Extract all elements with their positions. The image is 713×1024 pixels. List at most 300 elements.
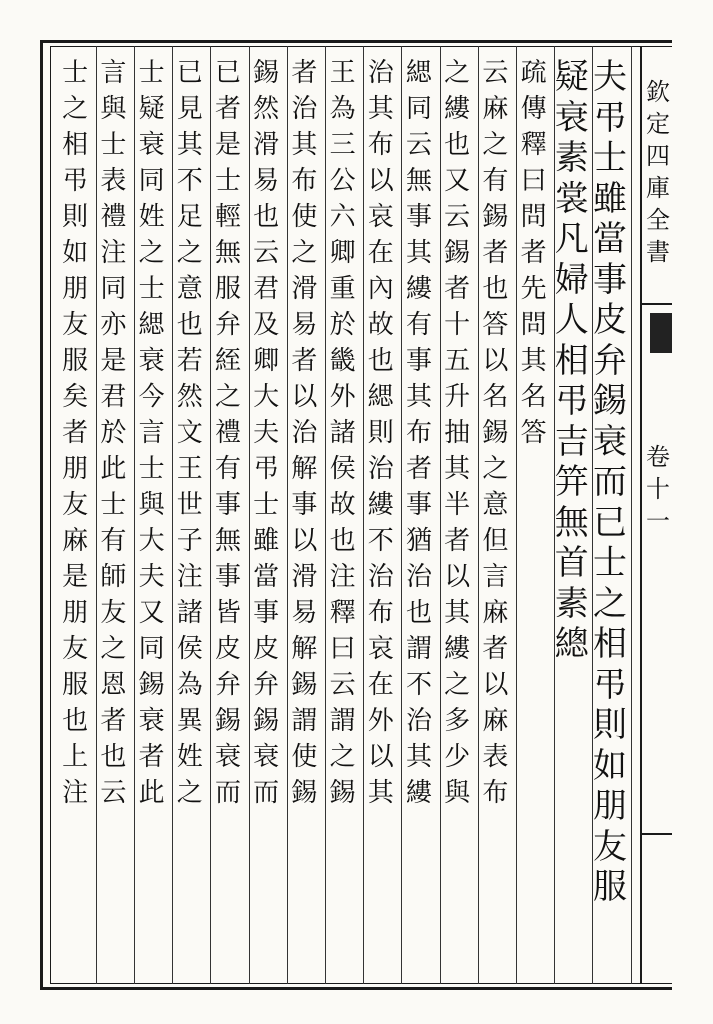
glyph: 意 [176, 274, 203, 304]
margin-glyph: 四 [646, 142, 670, 170]
glyph: 此 [138, 778, 165, 808]
glyph: 十 [444, 310, 471, 340]
glyph: 錫 [138, 670, 165, 700]
glyph: 諸 [176, 598, 203, 628]
glyph: 以 [367, 166, 394, 196]
glyph: 云 [253, 238, 280, 268]
glyph: 是 [62, 562, 89, 592]
column-rule [287, 46, 288, 984]
glyph: 之 [482, 130, 509, 160]
glyph: 大 [253, 382, 280, 412]
glyph: 夫 [593, 57, 627, 97]
glyph: 如 [62, 238, 89, 268]
glyph: 已 [593, 502, 627, 543]
glyph: 之 [329, 742, 356, 772]
glyph: 其 [405, 382, 432, 412]
glyph: 者 [62, 418, 89, 448]
glyph: 也 [482, 274, 509, 304]
glyph: 王 [176, 454, 203, 484]
glyph: 緦 [138, 310, 165, 340]
glyph: 哀 [367, 202, 394, 232]
glyph: 使 [291, 742, 318, 772]
margin-rule [640, 46, 642, 984]
glyph: 士 [214, 166, 241, 196]
glyph: 輕 [214, 202, 241, 232]
glyph: 同 [138, 634, 165, 664]
glyph: 滑 [291, 274, 318, 304]
glyph: 則 [593, 705, 627, 745]
glyph: 又 [138, 598, 165, 628]
glyph: 其 [444, 598, 471, 628]
glyph: 此 [100, 454, 127, 484]
glyph: 治 [291, 418, 318, 448]
glyph: 衰 [138, 706, 165, 736]
glyph: 士 [253, 490, 280, 520]
glyph: 無 [405, 166, 432, 196]
glyph: 於 [100, 418, 127, 448]
glyph: 卿 [329, 238, 356, 268]
glyph: 其 [367, 778, 394, 808]
glyph: 六 [329, 202, 356, 232]
glyph: 其 [405, 238, 432, 268]
glyph: 麻 [482, 94, 509, 124]
glyph: 相 [593, 624, 627, 664]
glyph: 注 [62, 778, 89, 808]
glyph: 禮 [100, 202, 127, 232]
glyph: 者 [214, 94, 241, 124]
glyph: 事 [405, 346, 432, 376]
glyph: 士 [593, 138, 627, 178]
glyph: 相 [554, 340, 589, 381]
glyph: 錫 [214, 706, 241, 736]
glyph: 而 [214, 778, 241, 808]
glyph: 曰 [329, 634, 356, 664]
glyph: 是 [100, 346, 127, 376]
glyph: 弔 [593, 97, 627, 138]
glyph: 麻 [482, 706, 509, 736]
margin-glyph: 庫 [646, 174, 670, 202]
glyph: 不 [176, 166, 203, 196]
glyph: 姓 [176, 742, 203, 772]
glyph: 友 [593, 826, 627, 867]
glyph: 見 [176, 94, 203, 124]
glyph: 錫 [253, 58, 280, 88]
glyph: 然 [176, 382, 203, 412]
glyph: 注 [176, 562, 203, 592]
glyph: 也 [62, 706, 89, 736]
glyph: 於 [329, 310, 356, 340]
glyph: 麻 [482, 598, 509, 628]
glyph: 之 [482, 454, 509, 484]
glyph: 者 [291, 58, 318, 88]
glyph: 云 [405, 130, 432, 160]
glyph: 夫 [253, 418, 280, 448]
glyph: 吉 [554, 421, 589, 462]
glyph: 之 [176, 778, 203, 808]
glyph: 弔 [554, 381, 589, 421]
glyph: 之 [593, 583, 627, 624]
glyph: 以 [291, 526, 318, 556]
glyph: 也 [176, 310, 203, 340]
glyph: 事 [405, 490, 432, 520]
glyph: 疑 [138, 94, 165, 124]
glyph: 之 [62, 94, 89, 124]
glyph: 士 [138, 454, 165, 484]
glyph: 世 [176, 490, 203, 520]
glyph: 有 [405, 310, 432, 340]
glyph: 縷 [444, 94, 471, 124]
glyph: 今 [138, 382, 165, 412]
glyph: 縷 [444, 634, 471, 664]
glyph: 也 [405, 598, 432, 628]
glyph: 注 [329, 562, 356, 592]
glyph: 衰 [138, 130, 165, 160]
glyph: 雖 [253, 526, 280, 556]
text-column-15 [55, 60, 95, 816]
glyph: 弁 [593, 340, 627, 381]
glyph: 其 [367, 94, 394, 124]
glyph: 無 [214, 526, 241, 556]
glyph: 侯 [329, 454, 356, 484]
text-column-10 [246, 60, 286, 816]
glyph: 事 [291, 490, 318, 520]
glyph: 衰 [214, 742, 241, 772]
glyph: 無 [214, 238, 241, 268]
glyph: 足 [176, 202, 203, 232]
glyph: 與 [100, 94, 127, 124]
glyph: 其 [405, 742, 432, 772]
glyph: 友 [62, 310, 89, 340]
glyph: 也 [100, 742, 127, 772]
margin-glyph: 定 [646, 110, 670, 138]
glyph: 師 [100, 562, 127, 592]
glyph: 半 [444, 490, 471, 520]
glyph: 不 [367, 526, 394, 556]
glyph: 又 [444, 166, 471, 196]
margin-glyph: 全 [646, 206, 670, 234]
text-column-3 [514, 60, 554, 456]
glyph: 易 [253, 166, 280, 196]
text-column-7 [361, 60, 401, 816]
glyph: 者 [482, 238, 509, 268]
glyph: 重 [329, 274, 356, 304]
glyph: 不 [405, 670, 432, 700]
glyph: 朋 [593, 786, 627, 826]
glyph: 麻 [62, 526, 89, 556]
glyph: 錫 [482, 202, 509, 232]
glyph: 謂 [329, 706, 356, 736]
glyph: 疑 [554, 57, 589, 97]
glyph: 治 [367, 562, 394, 592]
glyph: 弔 [593, 664, 627, 705]
glyph: 是 [214, 130, 241, 160]
glyph: 君 [100, 382, 127, 412]
glyph: 錫 [444, 238, 471, 268]
glyph: 其 [444, 454, 471, 484]
glyph: 注 [100, 238, 127, 268]
glyph: 其 [291, 130, 318, 160]
glyph: 名 [520, 382, 547, 412]
column-rule [325, 46, 326, 984]
glyph: 皮 [593, 300, 627, 340]
glyph: 也 [367, 346, 394, 376]
margin-separator [640, 833, 672, 835]
glyph: 答 [520, 418, 547, 448]
text-column-1 [590, 57, 630, 911]
glyph: 笄 [554, 462, 589, 502]
margin-book-title [643, 80, 673, 272]
glyph: 言 [138, 418, 165, 448]
glyph: 故 [367, 310, 394, 340]
text-column-9 [284, 60, 324, 816]
glyph: 其 [520, 346, 547, 376]
glyph: 無 [554, 502, 589, 543]
glyph: 布 [482, 778, 509, 808]
glyph: 已 [176, 58, 203, 88]
margin-juan-number [643, 445, 673, 541]
glyph: 士 [100, 130, 127, 160]
glyph: 布 [367, 130, 394, 160]
glyph: 也 [444, 130, 471, 160]
glyph: 同 [138, 166, 165, 196]
glyph: 外 [367, 706, 394, 736]
glyph: 然 [253, 94, 280, 124]
glyph: 諸 [329, 418, 356, 448]
glyph: 以 [482, 346, 509, 376]
glyph: 猶 [405, 526, 432, 556]
glyph: 絰 [214, 346, 241, 376]
glyph: 滑 [253, 130, 280, 160]
glyph: 禮 [214, 418, 241, 448]
glyph: 曰 [520, 166, 547, 196]
glyph: 有 [100, 526, 127, 556]
fishtail-mark [650, 313, 672, 353]
glyph: 故 [329, 490, 356, 520]
glyph: 也 [329, 526, 356, 556]
glyph: 云 [482, 58, 509, 88]
glyph: 言 [482, 562, 509, 592]
glyph: 使 [291, 202, 318, 232]
glyph: 服 [62, 346, 89, 376]
glyph: 內 [367, 274, 394, 304]
glyph: 問 [520, 310, 547, 340]
column-rule [172, 46, 173, 984]
glyph: 侯 [176, 634, 203, 664]
glyph: 錫 [593, 381, 627, 421]
glyph: 弁 [214, 310, 241, 340]
glyph: 事 [214, 490, 241, 520]
glyph: 疏 [520, 58, 547, 88]
glyph: 素 [554, 583, 589, 624]
glyph: 有 [214, 454, 241, 484]
glyph: 朋 [62, 274, 89, 304]
glyph: 錫 [482, 418, 509, 448]
glyph: 為 [329, 94, 356, 124]
column-rule [363, 46, 364, 984]
column-rule [210, 46, 211, 984]
glyph: 之 [100, 634, 127, 664]
glyph: 大 [138, 526, 165, 556]
column-rule [249, 46, 250, 984]
glyph: 緦 [367, 382, 394, 412]
glyph: 士 [62, 58, 89, 88]
glyph: 則 [367, 418, 394, 448]
column-rule [401, 46, 402, 984]
column-rule [631, 46, 632, 984]
glyph: 易 [291, 598, 318, 628]
glyph: 弔 [253, 454, 280, 484]
glyph: 素 [554, 138, 589, 178]
glyph: 升 [444, 382, 471, 412]
glyph: 哀 [367, 634, 394, 664]
column-rule [440, 46, 441, 984]
glyph: 事 [593, 259, 627, 300]
glyph: 傳 [520, 94, 547, 124]
glyph: 而 [253, 778, 280, 808]
margin-glyph: 十 [646, 475, 670, 503]
glyph: 以 [444, 562, 471, 592]
glyph: 君 [253, 274, 280, 304]
glyph: 上 [62, 742, 89, 772]
glyph: 卿 [253, 346, 280, 376]
glyph: 恩 [100, 670, 127, 700]
glyph: 以 [482, 670, 509, 700]
glyph: 友 [62, 634, 89, 664]
glyph: 則 [62, 202, 89, 232]
text-column-2 [552, 57, 592, 668]
glyph: 先 [520, 274, 547, 304]
column-rule [592, 46, 593, 984]
glyph: 士 [138, 58, 165, 88]
glyph: 在 [367, 238, 394, 268]
glyph: 治 [291, 94, 318, 124]
glyph: 文 [176, 418, 203, 448]
glyph: 問 [520, 202, 547, 232]
glyph: 皮 [253, 634, 280, 664]
glyph: 之 [291, 238, 318, 268]
column-rule [554, 46, 555, 984]
glyph: 當 [253, 562, 280, 592]
glyph: 朋 [62, 598, 89, 628]
glyph: 畿 [329, 346, 356, 376]
glyph: 云 [444, 202, 471, 232]
glyph: 外 [329, 382, 356, 412]
margin-separator [640, 303, 672, 305]
glyph: 但 [482, 526, 509, 556]
glyph: 意 [482, 490, 509, 520]
glyph: 布 [405, 418, 432, 448]
glyph: 凡 [554, 219, 589, 259]
glyph: 者 [100, 706, 127, 736]
glyph: 錫 [291, 670, 318, 700]
glyph: 與 [138, 490, 165, 520]
glyph: 友 [62, 490, 89, 520]
glyph: 釋 [520, 130, 547, 160]
glyph: 首 [554, 543, 589, 583]
glyph: 裳 [554, 178, 589, 219]
glyph: 皮 [214, 634, 241, 664]
glyph: 易 [291, 310, 318, 340]
glyph: 衰 [138, 346, 165, 376]
text-column-14 [93, 60, 133, 816]
glyph: 及 [253, 310, 280, 340]
glyph: 者 [520, 238, 547, 268]
glyph: 服 [214, 274, 241, 304]
glyph: 事 [214, 562, 241, 592]
glyph: 之 [176, 238, 203, 268]
glyph: 三 [329, 130, 356, 160]
glyph: 縷 [367, 490, 394, 520]
glyph: 治 [405, 562, 432, 592]
glyph: 以 [367, 742, 394, 772]
glyph: 夫 [138, 562, 165, 592]
glyph: 王 [329, 58, 356, 88]
glyph: 衰 [593, 421, 627, 462]
glyph: 有 [482, 166, 509, 196]
glyph: 謂 [291, 706, 318, 736]
glyph: 表 [482, 742, 509, 772]
text-column-5 [437, 60, 477, 816]
glyph: 布 [291, 166, 318, 196]
text-column-12 [170, 60, 210, 816]
glyph: 公 [329, 166, 356, 196]
glyph: 以 [291, 382, 318, 412]
glyph: 人 [554, 300, 589, 340]
glyph: 已 [214, 58, 241, 88]
glyph: 同 [100, 274, 127, 304]
glyph: 緦 [405, 58, 432, 88]
glyph: 與 [444, 778, 471, 808]
glyph: 為 [176, 670, 203, 700]
glyph: 者 [291, 346, 318, 376]
glyph: 弔 [62, 166, 89, 196]
glyph: 事 [253, 598, 280, 628]
margin-glyph: 書 [646, 238, 670, 266]
glyph: 友 [100, 598, 127, 628]
glyph: 治 [405, 706, 432, 736]
glyph: 總 [554, 624, 589, 664]
glyph: 雖 [593, 178, 627, 219]
glyph: 錫 [291, 778, 318, 808]
glyph: 子 [176, 526, 203, 556]
glyph: 也 [253, 202, 280, 232]
glyph: 姓 [138, 202, 165, 232]
glyph: 衰 [253, 742, 280, 772]
glyph: 其 [176, 130, 203, 160]
glyph: 衰 [554, 97, 589, 138]
glyph: 錫 [253, 706, 280, 736]
column-rule [516, 46, 517, 984]
glyph: 者 [482, 634, 509, 664]
glyph: 婦 [554, 259, 589, 300]
glyph: 者 [138, 742, 165, 772]
margin-glyph: 一 [646, 507, 670, 535]
glyph: 皆 [214, 598, 241, 628]
text-column-8 [323, 60, 363, 816]
glyph: 之 [138, 238, 165, 268]
glyph: 士 [138, 274, 165, 304]
glyph: 治 [367, 454, 394, 484]
glyph: 亦 [100, 310, 127, 340]
glyph: 弁 [253, 670, 280, 700]
glyph: 縷 [405, 274, 432, 304]
glyph: 云 [329, 670, 356, 700]
glyph: 服 [593, 867, 627, 907]
glyph: 滑 [291, 562, 318, 592]
text-column-11 [208, 60, 248, 816]
glyph: 士 [100, 490, 127, 520]
glyph: 者 [444, 526, 471, 556]
